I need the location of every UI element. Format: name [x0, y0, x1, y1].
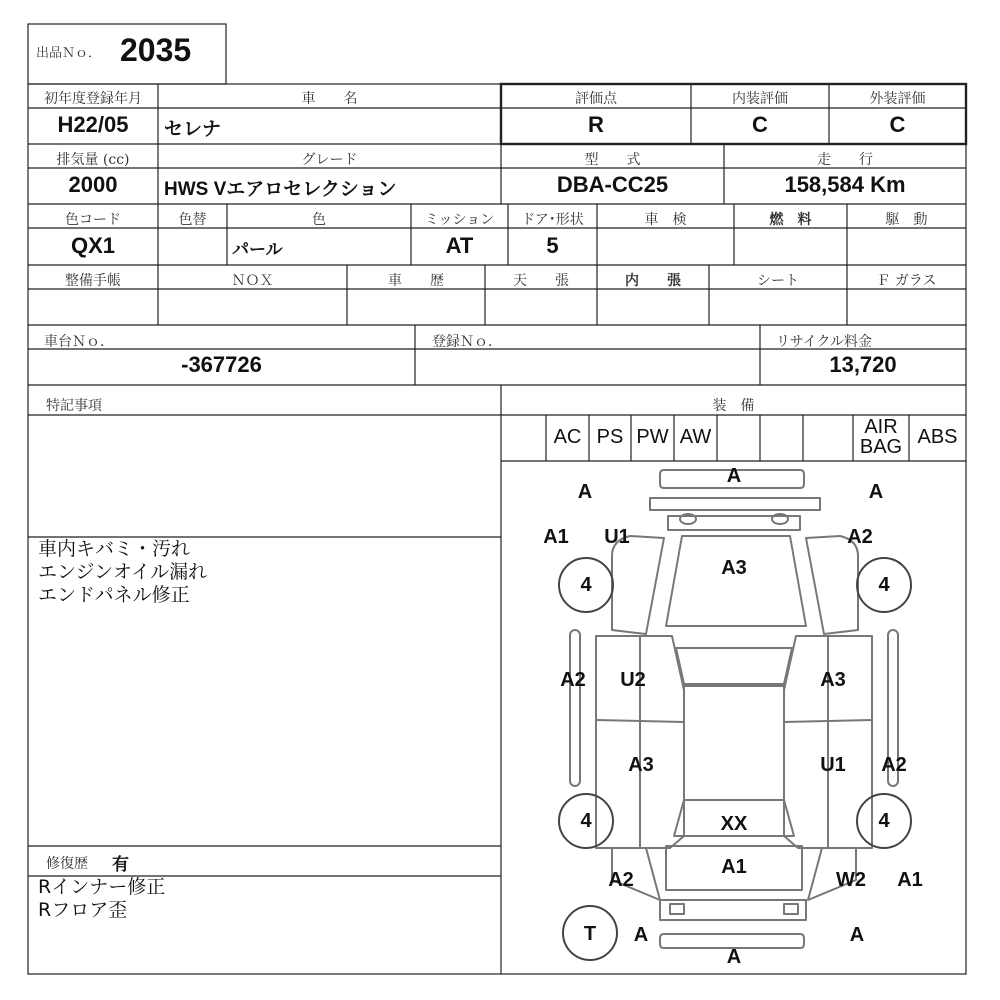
grade-label: グレード: [301, 152, 358, 168]
repair-history-value: 有: [112, 855, 129, 874]
car-name-value: セレナ: [164, 119, 222, 140]
mark-left-front-fender: A1: [543, 526, 569, 548]
mark-rear-right-corner: A: [849, 924, 865, 946]
chassis-number-label: 車台Ｎｏ．: [44, 334, 114, 350]
mark-right-front-door: A3: [820, 669, 846, 691]
mark-front-right-corner: A: [868, 481, 884, 503]
color-label: 色: [312, 212, 326, 228]
drive-label: 駆 動: [885, 212, 928, 228]
mark-left-rear-door: A3: [628, 754, 654, 776]
hood-shape: [666, 536, 806, 626]
roof-shape: [684, 686, 784, 800]
vehicle-history-label: 車 歴: [388, 273, 444, 289]
recycle-fee-label: リサイクル料金: [776, 334, 873, 350]
registration-number-label: 登録Ｎｏ．: [432, 334, 502, 350]
model-label: 型 式: [584, 152, 641, 168]
mark-rear-left-corner: A: [633, 924, 649, 946]
chassis-number-value: -367726: [181, 352, 262, 377]
grade-value: HWS Vエアロセレクション: [164, 179, 397, 200]
maintenance-record-label: 整備手帳: [65, 273, 121, 289]
score-label: 評価点: [575, 91, 617, 107]
left-front-fender-shape: [612, 536, 664, 634]
mark-left-front-wheel: 4: [580, 574, 592, 596]
right-front-fender-shape: [806, 536, 858, 634]
fuel-label: 燃 料: [769, 212, 812, 228]
notes-body: [38, 538, 207, 607]
repair-line: Rフロア歪: [38, 899, 128, 921]
car-name-label: 車 名: [301, 91, 358, 107]
repair-body: [38, 876, 165, 922]
mark-hood: A3: [721, 557, 747, 579]
mark-right-rear-fender: A1: [897, 869, 923, 891]
front-glass-label: Ｆ ガラス: [876, 273, 937, 289]
mark-rear-glass: XX: [720, 813, 748, 835]
exterior-rating-value: C: [889, 112, 906, 137]
roof-lining-label: 天 張: [513, 273, 569, 289]
equipment-airbag: AIR BAG: [859, 416, 903, 458]
mark-spare-tire: T: [583, 923, 597, 945]
door-shape-value: 5: [546, 233, 559, 258]
interior-rating-value: C: [752, 112, 768, 137]
lot-number-label: 出品Ｎｏ．: [36, 46, 102, 61]
mark-right-rear-door-u: U1: [820, 754, 846, 776]
equipment-ac: AC: [553, 426, 582, 448]
model-value: DBA-CC25: [556, 172, 669, 197]
mission-label: ミッション: [424, 212, 495, 228]
interior-rating-label: 内装評価: [732, 91, 788, 107]
mark-left-front-fender-u: U1: [604, 526, 630, 548]
left-side-step-shape: [570, 630, 580, 786]
equipment-pw: PW: [636, 426, 669, 448]
notes-label: 特記事項: [46, 398, 102, 414]
mark-right-rear-door: A2: [881, 754, 907, 776]
equipment-label: 装 備: [712, 398, 755, 414]
first-registration-value: H22/05: [57, 112, 129, 137]
mark-front-left-corner: A: [577, 481, 593, 503]
equipment-ps: PS: [596, 426, 624, 448]
interior-trim-label: 内 張: [625, 273, 681, 289]
mileage-label: 走 行: [817, 152, 873, 168]
equipment-abs: ABS: [917, 426, 958, 448]
left-taillamp-shape: [670, 904, 684, 914]
lot-number: 2035: [120, 32, 192, 68]
note-line: エンドパネル修正: [38, 584, 190, 606]
exterior-rating-label: 外装評価: [869, 91, 926, 107]
color-code-label: 色コード: [65, 212, 121, 228]
color-change-label: 色替: [178, 212, 207, 228]
front-grille-shape: [650, 498, 820, 510]
mileage-value: 158,584 Km: [784, 172, 906, 197]
mark-right-front-fender: A2: [847, 526, 873, 548]
inspection-label: 車 検: [644, 212, 687, 228]
note-line: エンジンオイル漏れ: [38, 561, 208, 583]
mark-left-front-door-u: U2: [620, 669, 646, 691]
nox-label: ＮＯＸ: [231, 273, 274, 289]
door-shape-label: ドア･形状: [521, 212, 584, 228]
mission-value: AT: [445, 233, 474, 258]
mark-right-rear-wheel: 4: [878, 810, 890, 832]
right-taillamp-shape: [784, 904, 798, 914]
first-registration-label: 初年度登録年月: [44, 91, 142, 107]
windshield-shape: [676, 648, 792, 684]
mark-right-front-wheel: 4: [878, 574, 890, 596]
mark-rear-gate: A1: [721, 856, 747, 878]
repair-history-label: 修復歴: [46, 856, 88, 872]
color-code-value: QX1: [70, 233, 116, 258]
displacement-value: 2000: [68, 172, 118, 197]
mark-left-rear-wheel: 4: [580, 810, 592, 832]
seat-label: シート: [757, 273, 799, 289]
equipment-aw: AW: [679, 426, 712, 448]
score-value: R: [588, 112, 604, 137]
recycle-fee-value: 13,720: [829, 352, 897, 377]
mark-rear-bumper: A: [726, 946, 742, 968]
repair-line: Rインナー修正: [38, 876, 166, 898]
color-value: パール: [232, 240, 283, 259]
note-line: 車内キバミ・汚れ: [38, 538, 191, 560]
mark-left-front-door: A2: [560, 669, 586, 691]
mark-left-rear-fender: A2: [608, 869, 634, 891]
mark-front-bumper: A: [726, 465, 742, 487]
displacement-label: 排気量 (cc): [56, 152, 130, 168]
mark-right-rear-fender-w: W2: [836, 869, 866, 891]
